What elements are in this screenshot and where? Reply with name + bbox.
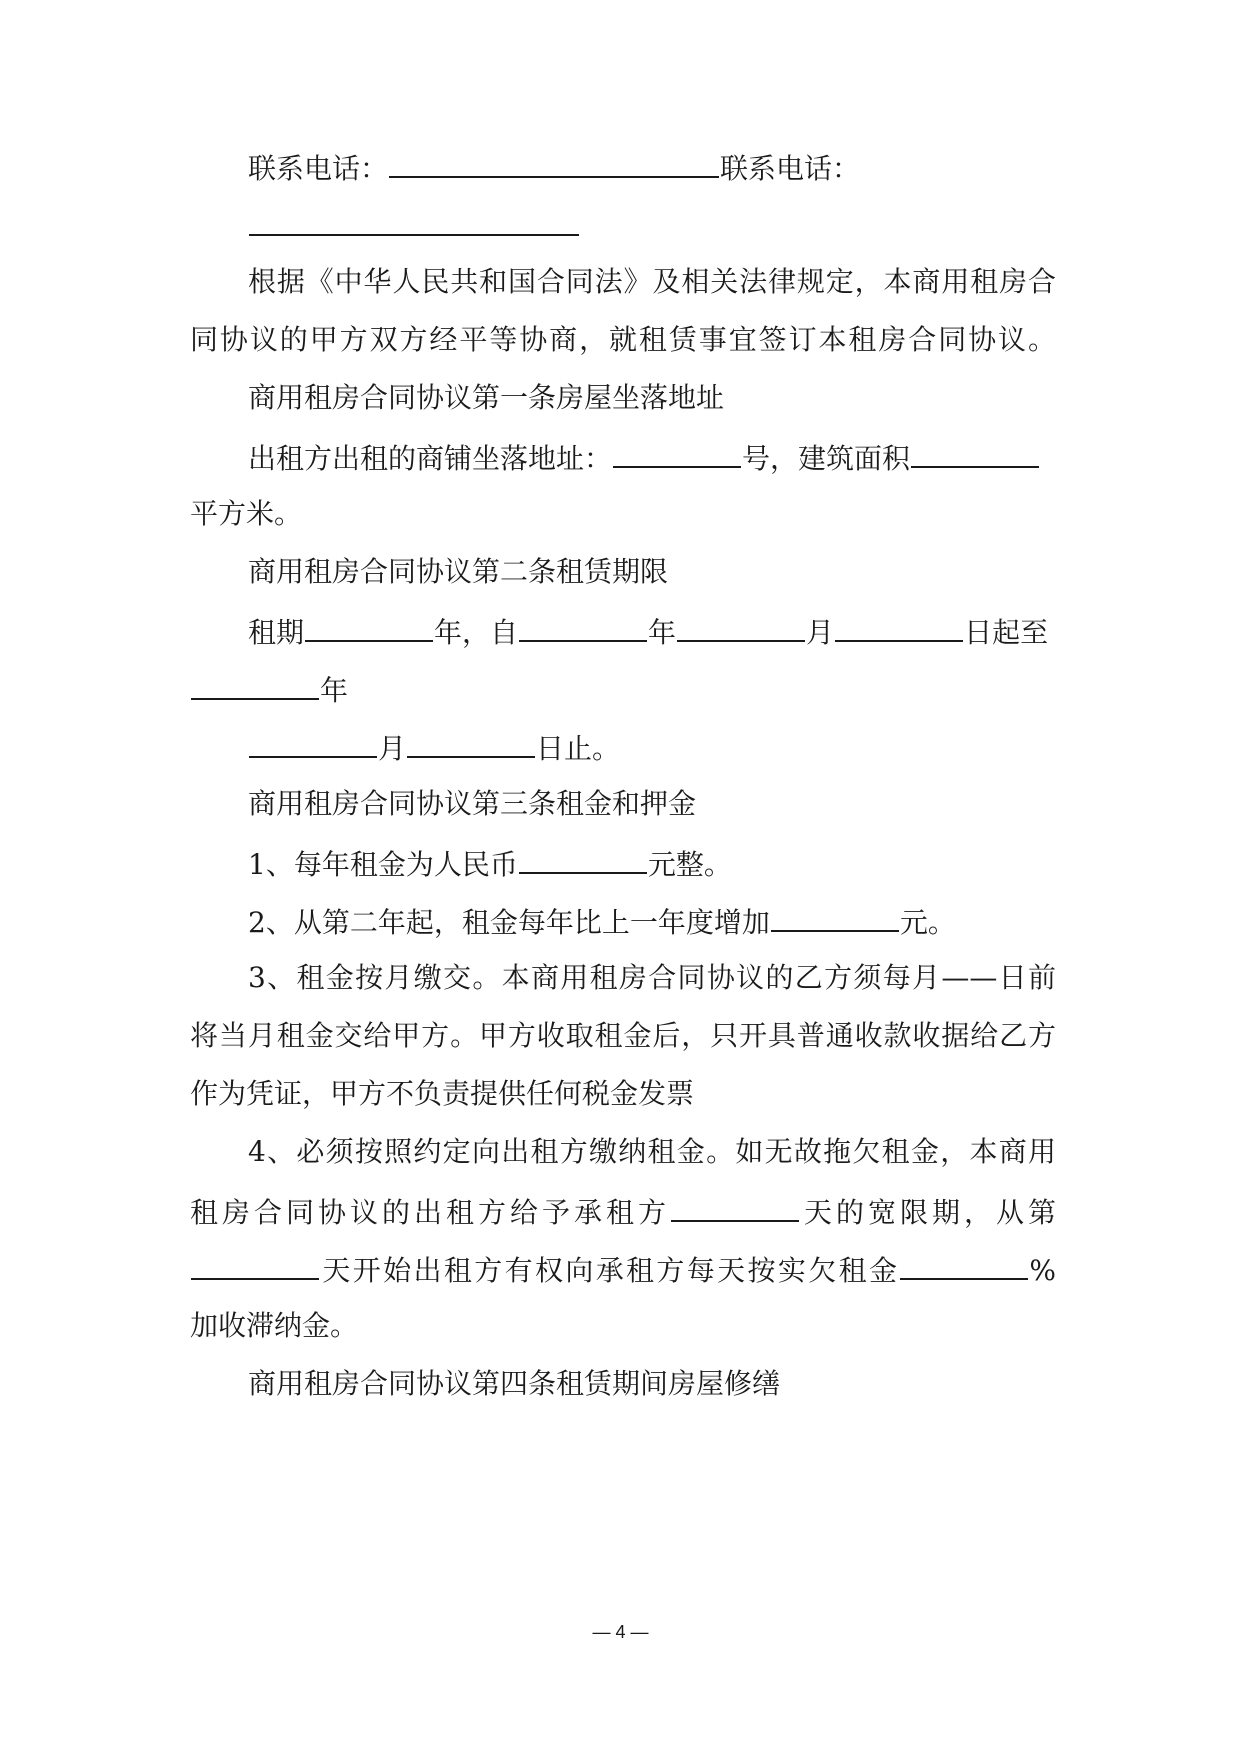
contact-label-right: 联系电话： <box>720 152 861 185</box>
contact-line <box>248 146 860 189</box>
end-year-blank[interactable] <box>191 668 319 700</box>
start-month-label: 月 <box>806 616 835 649</box>
end-day-label: 日止。 <box>536 732 621 765</box>
start-year-label: 年 <box>648 616 677 649</box>
page-number: — 4 — <box>592 1622 649 1642</box>
end-year-label: 年 <box>320 674 349 707</box>
intro-line-1: 根据《中华人民共和国合同法》及相关法律规定，本商用租房合 <box>248 265 1056 298</box>
start-month-blank[interactable] <box>677 610 805 642</box>
article-2-end-line <box>248 726 620 769</box>
article-1-unit: 平方米。 <box>190 497 303 530</box>
penalty-rate-blank[interactable] <box>900 1248 1028 1280</box>
term-label: 租期 <box>248 616 305 649</box>
article-2-end-year-line <box>190 668 348 711</box>
start-day-label: 日起至 <box>964 616 1049 649</box>
term-years-blank[interactable] <box>305 610 433 642</box>
article-3-item-4-line-2 <box>190 1190 1056 1233</box>
article-4-title: 商用租房合同协议第四条租赁期间房屋修缮 <box>248 1367 781 1400</box>
article-1-address-line <box>248 436 1040 479</box>
contact-blank-left[interactable] <box>389 146 719 178</box>
grace-days-blank[interactable] <box>671 1190 799 1222</box>
from-day-label: 天的宽限期，从第 <box>799 1196 1056 1229</box>
article-3-item-4-line-4: 加收滞纳金。 <box>190 1309 359 1342</box>
rent-increase-label: 2、从第二年起，租金每年比上一年度增加 <box>248 906 770 939</box>
article-3-item-3-line-1: 3、租金按月缴交。本商用租房合同协议的乙方须每月——日前 <box>248 961 1056 994</box>
area-label: 号，建筑面积 <box>742 442 911 475</box>
penalty-label: 天开始出租方有权向承租方每天按实欠租金 <box>320 1254 900 1287</box>
article-3-title: 商用租房合同协议第三条租金和押金 <box>248 787 697 820</box>
annual-rent-blank[interactable] <box>519 842 647 874</box>
contact-label-left: 联系电话： <box>248 152 389 185</box>
article-3-item-3-line-3: 作为凭证，甲方不负责提供任何税金发票 <box>190 1077 695 1110</box>
grace-period-label: 租房合同协议的出租方给予承租方 <box>190 1196 670 1229</box>
annual-rent-label: 1、每年租金为人民币 <box>248 848 518 881</box>
end-month-label: 月 <box>378 732 407 765</box>
start-year-blank[interactable] <box>519 610 647 642</box>
article-1-title: 商用租房合同协议第一条房屋坐落地址 <box>248 381 725 414</box>
rent-increase-unit: 元。 <box>899 906 956 939</box>
end-day-blank[interactable] <box>407 726 535 758</box>
contact-blank-right[interactable] <box>249 204 579 236</box>
article-2-title: 商用租房合同协议第二条租赁期限 <box>248 555 669 588</box>
article-3-item-4-line-3 <box>190 1248 1056 1291</box>
area-blank[interactable] <box>911 436 1039 468</box>
article-3-item-4-line-1: 4、必须按照约定向出租方缴纳租金。如无故拖欠租金，本商用 <box>248 1135 1056 1168</box>
start-day-blank[interactable] <box>835 610 963 642</box>
rent-increase-blank[interactable] <box>771 900 899 932</box>
percent-sign: % <box>1029 1254 1056 1287</box>
article-2-term-line <box>248 610 1048 653</box>
annual-rent-unit: 元整。 <box>647 848 732 881</box>
address-blank[interactable] <box>613 436 741 468</box>
address-label: 出租方出租的商铺坐落地址： <box>248 442 613 475</box>
penalty-start-day-blank[interactable] <box>191 1248 319 1280</box>
contact-line-2 <box>248 204 580 247</box>
article-3-item-3-line-2: 将当月租金交给甲方。甲方收取租金后，只开具普通收款收据给乙方 <box>190 1019 1056 1052</box>
intro-line-2: 同协议的甲方双方经平等协商，就租赁事宜签订本租房合同协议。 <box>190 323 1056 356</box>
article-3-item-2 <box>248 900 956 943</box>
article-3-item-1 <box>248 842 732 885</box>
end-month-blank[interactable] <box>249 726 377 758</box>
term-from-label: 年，自 <box>434 616 519 649</box>
